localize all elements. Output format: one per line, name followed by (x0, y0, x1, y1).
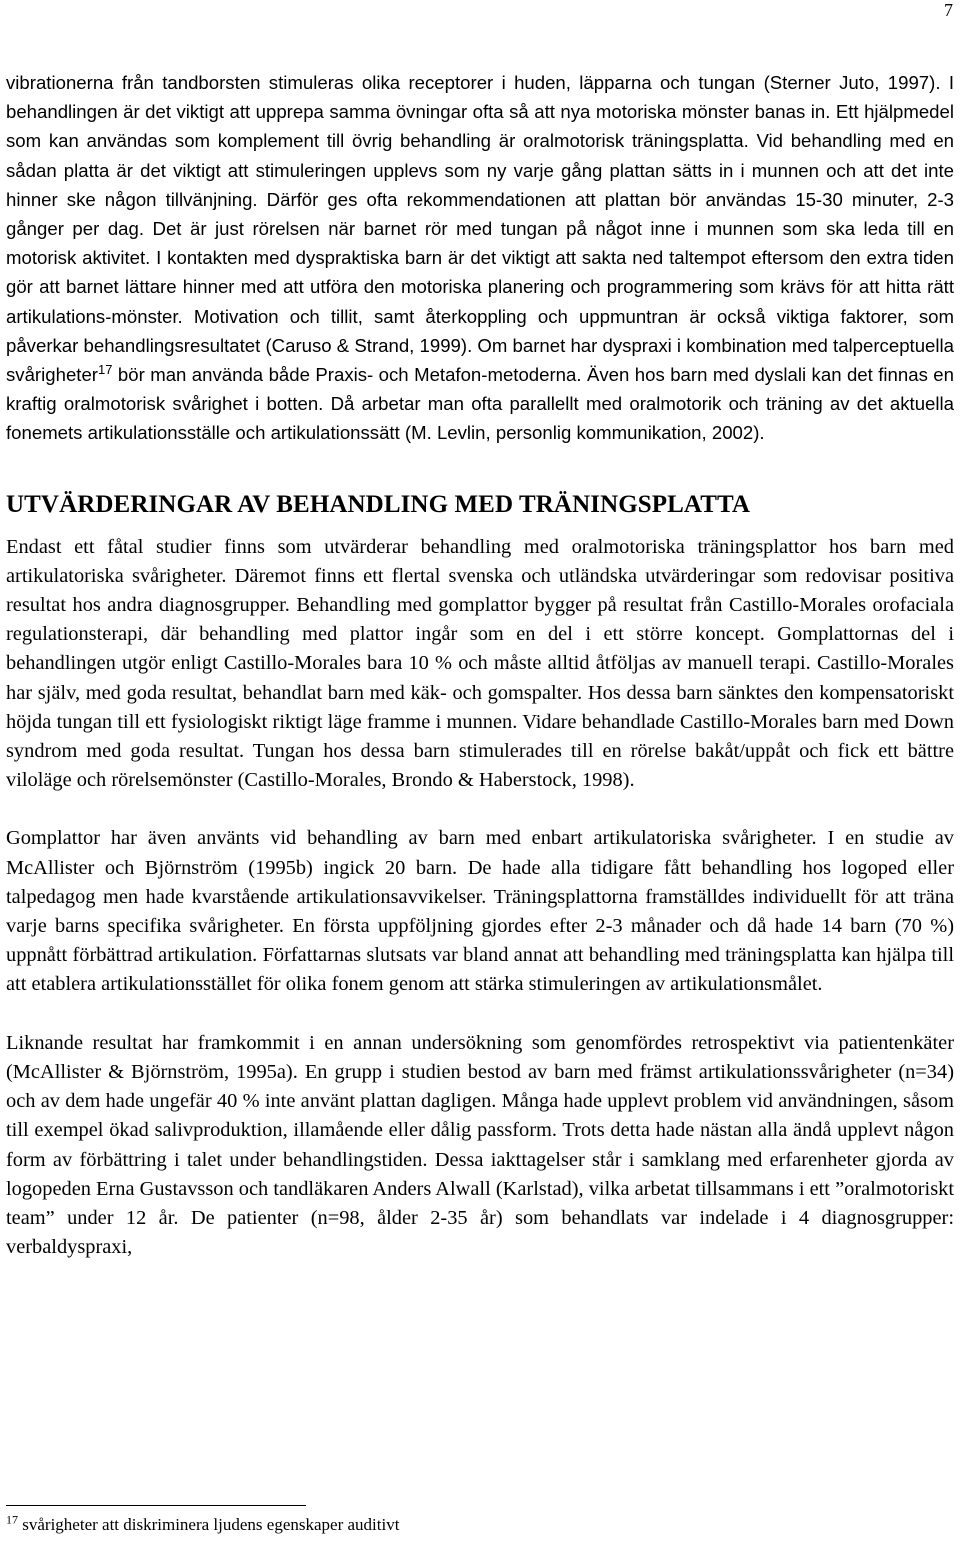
paragraph-evaluations-intro: Endast ett fåtal studier finns som utvärderar behandling med oralmotoriska träningsplattor hos barn med artikulatoriska svårigheter. Däremot finns ett flertal svenska och utländska utvärderingar som redovisar positiva resultat hos andra diagnosgrupper. Behandling med gomplattor bygger på resultat från Castillo-Morales orofaciala regulationsterapi, där behandling med plattor ingår som en del i ett större koncept. Gomplattornas del i behandlingen utgör enligt Castillo-Morales bara 10 % och måste alltid åtföljas av manuell terapi. Castillo-Morales har själv, med goda resultat, behandlat barn med käk- och gomspalter. Hos dessa barn sänktes den kompensatoriskt höjda tungan till ett fysiologiskt riktigt läge framme i munnen. Vidare behandlade Castillo-Morales barn med Down syndrom med goda resultat. Tungan hos dessa barn stimulerades till en rörelse bakåt/uppåt och fick ett bättre viloläge och rörelsemönster (Castillo-Morales, Brondo & Haberstock, 1998). (6, 535, 954, 792)
footnote-reference: 17 (97, 361, 113, 377)
paragraph-text-part-1: vibrationerna från tandborsten stimuleras olika receptorer i huden, läpparna och tungan (Sterner Juto, 1997). I behandlingen är det viktigt att upprepa samma övningar ofta så att nya motoriska mönster banas in. Ett hjälpmedel som kan användas som komplement till övrig behandling är oralmotorisk träningsplatta. Vid behandling med en sådan platta är det viktigt att stimuleringen upplevs som ny varje gång plattan sätts in i munnen och att det inte hinner ske någon tillvänjning. Därför ges ofta rekommendationen att plattan bör användas 15-30 minuter, 2-3 gånger per dag. Det är just rörelsen när barnet rör med tungan på något inne i munnen som ska leda till en motorisk aktivitet. I kontakten med dyspraktiska barn är det viktigt att sakta ned taltempot eftersom den extra tiden gör att barnet lättare hinner med att utföra den motoriska planering och programmering som krävs för att hitta rätt artikulations-mönster. Motivation och tillit, samt återkoppling och uppmuntran är också viktiga faktorer, som påverkar behandlingsresultatet (Caruso & Strand, 1999). Om barnet har dyspraxi i kombination med talperceptuella svårigheter (6, 72, 954, 386)
paragraph-similar-results: Liknande resultat har framkommit i en annan undersökning som genomfördes retrospektivt via patientenkäter (McAllister & Björnström, 1995a). En grupp i studien bestod av barn med främst artikulationssvårigheter (n=34) och av dem hade ungefär 40 % inte använt plattan dagligen. Många hade upplevt problem vid användningen, såsom till exempel ökad salivproduktion, illamående eller dålig passform. Trots detta hade nästan alla ändå upplevt någon form av förbättring i talet under behandlingstiden. Dessa iakttagelser står i samklang med erfarenheter gjorda av logopeden Erna Gustavsson och tandläkaren Anders Alwall (Karlstad), vilka arbetat tillsammans i ett ”oralmotoriskt team” under 12 år. De patienter (n=98, ålder 2-35 år) som behandlats var indelade i 4 diagnosgrupper: verbaldyspraxi, (6, 1031, 954, 1259)
paragraph-mcallister-study: Gomplattor har även använts vid behandling av barn med enbart artikulatoriska svårigheter. I en studie av McAllister och Björnström (1995b) ingick 20 barn. De hade alla tidigare fått behandling hos logoped eller talpedagog men hade kvarstående artikulationsavvikelser. Träningsplattorna framställdes individuellt för att träna varje barns specifika svårigheter. En första uppföljning gjordes efter 2-3 månader och då hade 14 barn (70 %) uppnått förbättrad artikulation. Författarnas slutsats var bland annat att behandling med träningsplatta kan hjälpa till att etablera artikulationsstället för olika fonem genom att stärka stimuleringen av artikulationsmålet. (6, 827, 954, 996)
footnote (6, 1514, 906, 1536)
footnote-text: svårigheter att diskriminera ljudens egenskaper auditivt (18, 1515, 400, 1534)
footnote-divider (6, 1505, 306, 1506)
page-number: 7 (944, 0, 953, 20)
paragraph-treatment-continued (6, 68, 954, 448)
paragraph-text-part-2: bör man använda både Praxis- och Metafon-metoderna. Även hos barn med dyslali kan det finnas en kraftig oralmotorisk svårighet i botten. Då arbetar man ofta parallellt med oralmotorik och träning av det aktuella fonemets artikulationsställe och artikulationssätt (M. Levlin, personlig kommunikation, 2002). (6, 364, 954, 444)
section-heading: UTVÄRDERINGAR AV BEHANDLING MED TRÄNINGSPLATTA (6, 490, 751, 518)
footnote-mark: 17 (6, 1512, 18, 1527)
document-body (6, 68, 954, 1262)
